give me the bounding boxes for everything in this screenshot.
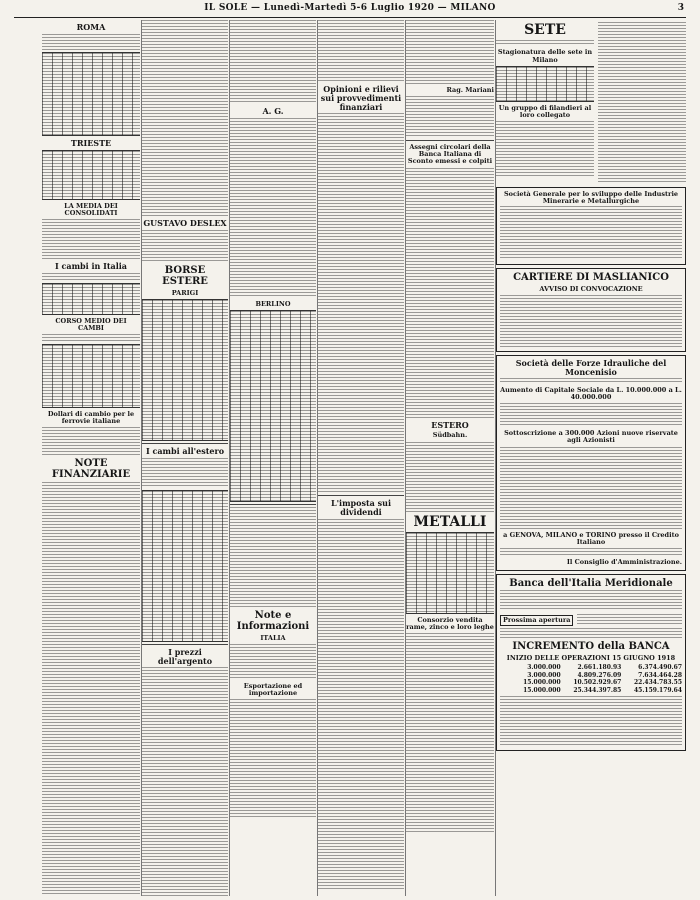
- signature-mariani: Rag. Mariani: [446, 86, 494, 94]
- cartiere-heading: CARTIERE DI MASLIANICO: [513, 272, 669, 284]
- berlino-quotes-table: [230, 310, 316, 502]
- consorzio-heading: Consorzio vendita rame, zinco e loro leghe: [406, 615, 494, 632]
- cambi-italia-table: [42, 283, 140, 315]
- text-block: [500, 628, 682, 638]
- column-3: [230, 20, 316, 896]
- text-block: [577, 614, 682, 626]
- trieste-quotes-table: [42, 150, 140, 200]
- assegni-text: [406, 168, 494, 418]
- incremento-heading: INCREMENTO della BANCA: [512, 641, 670, 653]
- stagionatura-heading: Stagionatura delle sete in Milano: [497, 48, 593, 64]
- prezzi-argento-heading: I prezzi dell'argento: [157, 646, 213, 666]
- moncenisio-heading: Società delle Forze Idrauliche del Moncenisio: [515, 358, 667, 378]
- article-text: [230, 20, 316, 104]
- sudbahn-heading: Südbahn.: [432, 431, 468, 440]
- gruppo-filandieri-heading: Un gruppo di filandieri al loro collegato: [498, 103, 592, 119]
- consiglio-signature: Il Consiglio d'Amministrazione.: [566, 557, 682, 566]
- cambi-estero-heading: I cambi all'estero: [145, 445, 225, 456]
- figure-value: 2.661.180.93: [577, 664, 622, 672]
- roma-heading: ROMA: [76, 22, 106, 32]
- roma-quotes-table: [42, 52, 140, 136]
- figure-value: 45.159.179.64: [633, 686, 682, 694]
- article-text: [230, 507, 316, 607]
- figure-value: 22.434.783.55: [633, 679, 682, 687]
- figure-value: 6.374.490.67: [638, 664, 682, 672]
- societa-generale-ad: [496, 187, 686, 265]
- page-number: 3: [677, 3, 684, 13]
- banca-meridionale-ad: [496, 574, 686, 751]
- imposta-dividendi-text: [318, 519, 404, 889]
- text-block: [42, 219, 140, 259]
- figure-value: 10.502.929.67: [573, 679, 622, 687]
- corso-medio-table: [42, 344, 140, 408]
- text-block: [500, 447, 682, 529]
- text-block: [42, 334, 140, 342]
- opinioni-text: [318, 113, 404, 493]
- text-block: [142, 230, 228, 262]
- avviso-heading: AVVISO DI CONVOCAZIONE: [539, 285, 643, 294]
- prezzi-argento-text: [142, 667, 228, 896]
- figure-value: 7.634.464.28: [638, 671, 682, 679]
- signature-ag: A. G.: [262, 106, 284, 116]
- figure-value: 15.000.000: [523, 686, 561, 694]
- text-block: [500, 696, 682, 746]
- figure-value: 15.000.000: [523, 679, 561, 687]
- article-text: [142, 20, 228, 216]
- text-block: [500, 378, 682, 384]
- moncenisio-ad: [496, 355, 686, 571]
- italia-heading: ITALIA: [260, 633, 286, 642]
- text-block: [406, 96, 494, 138]
- apertura-label: Prossima apertura: [500, 615, 573, 626]
- note-finanziarie-text: [42, 482, 140, 896]
- note-informazioni-heading: Note e Informazioni: [236, 609, 310, 632]
- text-block: [496, 40, 594, 46]
- media-consolidati-heading: LA MEDIA DEI CONSOLIDATI: [64, 201, 118, 217]
- sete-block: [496, 20, 594, 184]
- inizio-operazioni: INIZIO DELLE OPERAZIONI 15 GIUGNO 1918: [506, 654, 676, 663]
- separator: [406, 140, 494, 141]
- figure-value: 3.000.000: [527, 664, 561, 672]
- borse-estere-heading: BORSE ESTERE: [162, 264, 208, 287]
- banca-heading: Banca dell'Italia Meridionale: [509, 578, 673, 589]
- text-block: [500, 403, 682, 427]
- separator: [142, 644, 228, 645]
- separator: [318, 495, 404, 496]
- column-2: [142, 20, 228, 896]
- article-text: [230, 118, 316, 298]
- cambi-estero-table: [142, 490, 228, 642]
- text-block: [142, 458, 228, 488]
- consorzio-text: [406, 633, 494, 833]
- sete-heading: SETE: [524, 22, 566, 38]
- figure-value: 3.000.000: [527, 671, 561, 679]
- column-6: [496, 20, 686, 896]
- text-block: [230, 644, 316, 680]
- article-text: [598, 22, 686, 182]
- column-1: [42, 20, 140, 896]
- column-5: [406, 20, 494, 896]
- separator: [142, 443, 228, 444]
- parigi-quotes-table: [142, 299, 228, 441]
- masthead: [14, 3, 686, 18]
- imposta-dividendi-heading: L'imposta sui dividendi: [330, 498, 392, 518]
- parigi-heading: PARIGI: [171, 288, 199, 297]
- separator: [230, 504, 316, 505]
- text-block: [496, 121, 594, 177]
- assegni-heading: Assegni circolari della Banca Italiana di Sconto emessi e colpiti: [407, 143, 493, 166]
- sete-section: [496, 20, 686, 184]
- incremento-figures: [500, 664, 682, 694]
- note-finanziarie-heading: NOTE FINANZIARIE: [51, 458, 131, 481]
- text-block: [500, 548, 682, 556]
- sedi-sottoscrizione: a GENOVA, MILANO e TORINO presso il Credito Italiano: [503, 530, 679, 546]
- text-block: [42, 427, 140, 455]
- column-4: [318, 20, 404, 896]
- cambi-italia-heading: I cambi in Italia: [55, 260, 127, 271]
- sottoscrizione-heading: Sottoscrizione a 300.000 Azioni nuove riservate agli Azionisti: [504, 429, 678, 445]
- masthead-title: IL SOLE — Lunedì-Martedì 5-6 Luglio 1920 — MILANO: [204, 3, 496, 13]
- corso-medio-heading: CORSO MEDIO DEI CAMBI: [55, 316, 127, 332]
- metalli-heading: METALLI: [413, 513, 487, 530]
- figure-value: 4.809.276.09: [577, 671, 622, 679]
- gustavo-deslex-heading: GUSTAVO DESLEX: [143, 218, 227, 228]
- esportazione-heading: Esportazione ed importazione: [243, 682, 303, 698]
- berlino-heading: BERLINO: [255, 299, 291, 308]
- figure-value: 25.344.397.85: [573, 686, 622, 694]
- estero-heading: ESTERO: [431, 419, 469, 430]
- apertura-row: [500, 612, 682, 628]
- esportazione-text: [230, 699, 316, 819]
- text-block: [42, 273, 140, 281]
- article-text: [318, 20, 404, 82]
- text-block: [406, 442, 494, 512]
- article-text: [406, 20, 494, 84]
- text-block: [42, 34, 140, 50]
- cartiere-ad: [496, 268, 686, 352]
- text-block: [500, 295, 682, 347]
- trieste-heading: TRIESTE: [70, 137, 112, 148]
- aumento-capitale-heading: Aumento di Capitale Sociale da L. 10.000.000 a L. 40.000.000: [500, 386, 682, 402]
- ferrovie-heading: Dollari di cambio per le ferrovie italiane: [47, 409, 135, 426]
- opinioni-heading: Opinioni e rilievi sui provvedimenti finanziari: [320, 84, 402, 112]
- text-block: [500, 590, 682, 610]
- stagionatura-table: [496, 66, 594, 102]
- societa-generale-heading: Società Generale per lo sviluppo delle Industrie Minerarie e Metallurgiche: [503, 190, 679, 206]
- metalli-table: [406, 532, 494, 614]
- text-block: [500, 206, 682, 260]
